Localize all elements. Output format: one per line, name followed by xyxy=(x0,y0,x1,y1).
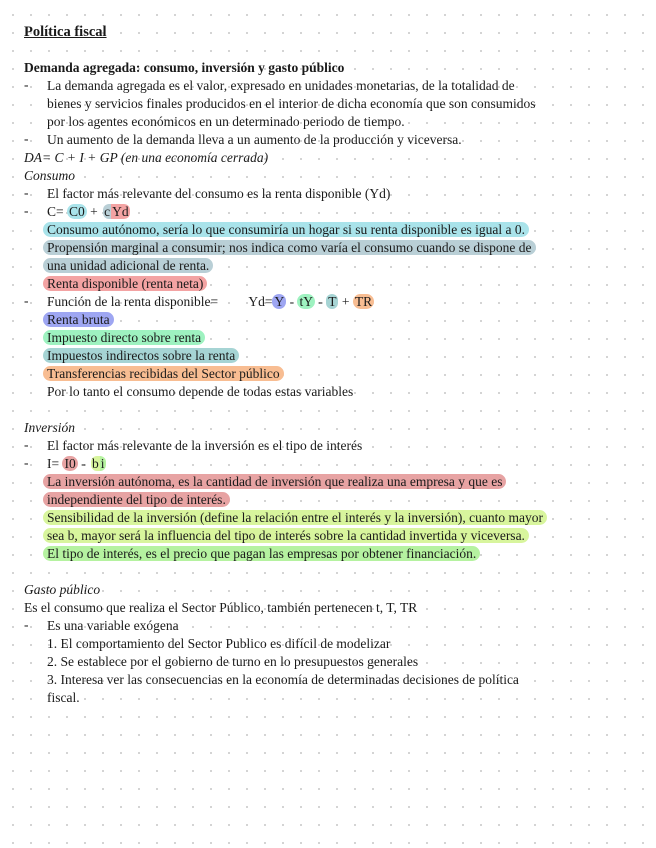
func-plus: + xyxy=(341,294,350,309)
eq-i: i xyxy=(100,456,105,471)
def-yd: Renta disponible (renta neta) xyxy=(43,276,207,291)
gasto-intro: Es el consumo que realiza el Sector Público, también pertenecen t, T, TR xyxy=(24,600,418,615)
eq-bi xyxy=(89,456,108,471)
bullet-dash: - xyxy=(24,617,29,632)
demanda-p1-line1: La demanda agregada es el valor, expresado en unidades monetarias, de la totalidad de xyxy=(47,78,515,93)
page-title: Política fiscal xyxy=(24,24,107,40)
def-i0-wrap1 xyxy=(47,473,506,491)
func-minus1: - xyxy=(289,294,295,309)
bullet-dash: - xyxy=(24,131,29,146)
eq-i0: I0 xyxy=(64,456,76,471)
demanda-p1-line3: por los agentes económicos en un determinado periodo de tiempo. xyxy=(47,114,405,129)
def-c-line1: Propensión marginal a consumir; nos indica como varía el consumo cuando se dispone de xyxy=(43,240,536,255)
eq-cyd xyxy=(101,204,132,219)
func-t: T xyxy=(328,294,337,309)
demanda-heading: Demanda agregada: consumo, inversión y gasto público xyxy=(24,60,345,75)
eq-i-prefix: I= xyxy=(47,456,60,471)
def-i0-line1: La inversión autónoma, es la cantidad de inversión que realiza una empresa y que es xyxy=(43,474,506,489)
inversion-b1: El factor más relevante de la inversión es el tipo de interés xyxy=(47,438,363,453)
def-b-line1: Sensibilidad de la inversión (define la relación entre el interés y la inversión), cuanto mayor xyxy=(43,510,547,525)
demanda-formula: DA= C + I + GP (en una economía cerrada) xyxy=(24,150,269,165)
def-b-line2: sea b, mayor será la influencia del tipo de interés sobre la cantidad invertida y viceversa. xyxy=(43,528,529,543)
def-ty-wrap xyxy=(47,329,205,347)
eq-c: c xyxy=(104,204,111,219)
def-y: Renta bruta xyxy=(43,312,114,327)
eq-yd: Yd xyxy=(112,204,129,219)
gasto-heading: Gasto público xyxy=(24,582,101,597)
gasto-item-3: 3. Interesa ver las consecuencias en la economía de determinadas decisiones de política xyxy=(47,672,519,687)
consumo-heading: Consumo xyxy=(24,168,76,183)
funcion-renta xyxy=(47,293,374,311)
func-minus2: - xyxy=(318,294,323,309)
def-b-wrap2 xyxy=(47,527,529,545)
consumo-equation xyxy=(47,203,132,221)
eq-prefix: C= xyxy=(47,204,64,219)
def-yd-wrap xyxy=(47,275,207,293)
func-label: Función de la renta disponible= xyxy=(47,294,219,309)
bullet-dash: - xyxy=(24,293,29,308)
bullet-dash: - xyxy=(24,455,29,470)
def-t-wrap xyxy=(47,347,239,365)
def-tr: Transferencias recibidas del Sector público xyxy=(43,366,284,381)
eq-minus: - xyxy=(81,456,86,471)
consumo-b1: El factor más relevante del consumo es la renta disponible (Yd) xyxy=(47,186,391,201)
def-i-wrap xyxy=(47,545,480,563)
func-ty: tY xyxy=(299,294,313,309)
gasto-item-1: 1. El comportamiento del Sector Publico es difícil de modelizar xyxy=(47,636,391,651)
def-i0-line2: independiente del tipo de interés. xyxy=(43,492,230,507)
def-i: El tipo de interés, es el precio que pagan las empresas por obtener financiación. xyxy=(43,546,480,561)
def-tr-wrap xyxy=(47,365,284,383)
demanda-p2: Un aumento de la demanda lleva a un aumento de la producción y viceversa. xyxy=(47,132,462,147)
gasto-b1: Es una variable exógena xyxy=(47,618,179,633)
inversion-equation xyxy=(47,455,108,473)
eq-plus: + xyxy=(90,204,98,219)
def-c-wrap1 xyxy=(47,239,536,257)
consumo-conclusion: Por lo tanto el consumo depende de todas estas variables xyxy=(47,384,354,399)
inversion-heading: Inversión xyxy=(24,420,75,435)
def-ty: Impuesto directo sobre renta xyxy=(43,330,205,345)
def-t: Impuestos indirectos sobre la renta xyxy=(43,348,239,363)
def-c0-wrap xyxy=(47,221,529,239)
def-c-line2: una unidad adicional de renta. xyxy=(43,258,213,273)
func-yd: Yd= xyxy=(248,294,273,309)
demanda-p1-line2: bienes y servicios finales producidos en el interior de dicha economía que son consumidos xyxy=(47,96,536,111)
bullet-dash: - xyxy=(24,203,29,218)
def-c-wrap2 xyxy=(47,257,213,275)
eq-c0: C0 xyxy=(69,204,85,219)
def-c0: Consumo autónomo, sería lo que consumiría un hogar si su renta disponible es igual a 0. xyxy=(43,222,529,237)
def-b-wrap1 xyxy=(47,509,547,527)
func-y: Y xyxy=(274,294,285,309)
eq-b: b xyxy=(91,456,99,471)
bullet-dash: - xyxy=(24,185,29,200)
def-y-wrap xyxy=(47,311,114,329)
gasto-item-2: 2. Se establece por el gobierno de turno en lo presupuestos generales xyxy=(47,654,419,669)
gasto-item-3-cont: fiscal. xyxy=(47,690,80,705)
bullet-dash: - xyxy=(24,437,29,452)
bullet-dash: - xyxy=(24,77,29,92)
def-i0-wrap2 xyxy=(47,491,230,509)
func-tr: TR xyxy=(354,294,373,309)
